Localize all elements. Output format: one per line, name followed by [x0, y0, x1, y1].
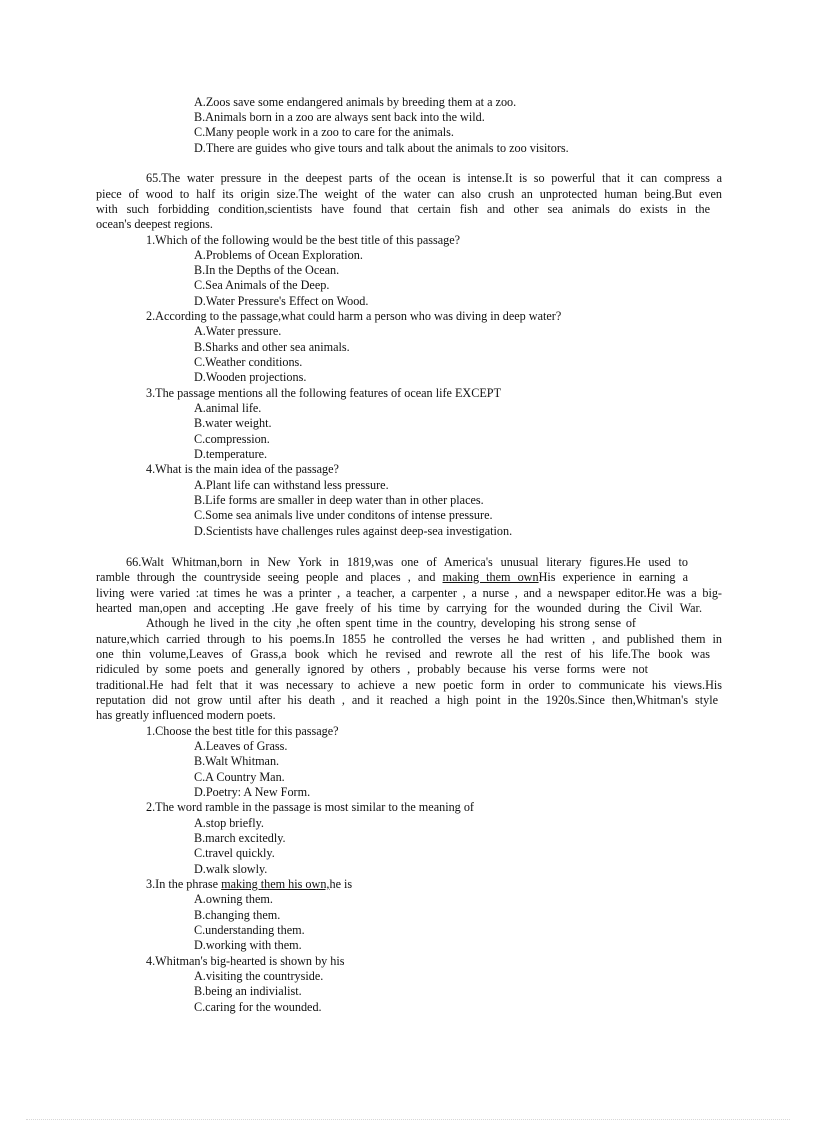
q66-1-option-d: D.Poetry: A New Form.: [194, 785, 311, 799]
q66-2-option-b: B.march excitedly.: [194, 831, 286, 845]
q65-4-option-c: C.Some sea animals live under conditons of intense pressure.: [194, 508, 493, 522]
q66-1-stem: 1.Choose the best title for this passage?: [146, 724, 339, 738]
q65-3-option-c: C.compression.: [194, 432, 270, 446]
q65-3-option-a: A.animal life.: [194, 401, 262, 415]
q66-4-option-b: B.being an indivialist.: [194, 984, 302, 998]
q64-option-c: C.Many people work in a zoo to care for the animals.: [194, 125, 454, 139]
q66-2-option-c: C.travel quickly.: [194, 846, 275, 860]
q65-2-option-a: A.Water pressure.: [194, 324, 282, 338]
q66-1-option-a: A.Leaves of Grass.: [194, 739, 288, 753]
q65-1-option-c: C.Sea Animals of the Deep.: [194, 278, 330, 292]
passage-66-line: traditional.He had felt that it was necessary to achieve a new poetic form in order to communicate his views.His: [96, 678, 722, 692]
q66-3-option-d: D.working with them.: [194, 938, 302, 952]
passage-65-line: ocean's deepest regions.: [96, 217, 213, 231]
q64-option-d: D.There are guides who give tours and talk about the animals to zoo visitors.: [194, 141, 569, 155]
passage-66-line: Athough he lived in the city ,he often spent time in the country, developing his strong sense of: [146, 616, 636, 630]
q66-3-option-c: C.understanding them.: [194, 923, 305, 937]
q64-option-b: B.Animals born in a zoo are always sent back into the wild.: [194, 110, 485, 124]
q65-1-stem: 1.Which of the following would be the best title of this passage?: [146, 233, 461, 247]
passage-66-line: has greatly influenced modern poets.: [96, 708, 276, 722]
q66-2-option-d: D.walk slowly.: [194, 862, 268, 876]
page-bottom-divider: [26, 1119, 790, 1120]
q65-3-option-d: D.temperature.: [194, 447, 268, 461]
underlined-phrase: making them his own,: [221, 877, 330, 891]
passage-66-line: 66.Walt Whitman,born in New York in 1819,was one of America's unusual literary figures.He used to: [126, 555, 688, 569]
q65-2-option-c: C.Weather conditions.: [194, 355, 303, 369]
q65-2-option-d: D.Wooden projections.: [194, 370, 307, 384]
q66-3-stem: 3.In the phrase making them his own,he is: [146, 877, 353, 891]
passage-66-line: living were varied :at times he was a printer , a teacher, a carpenter , a nurse , and a newspaper editor.He was a big-: [96, 586, 722, 600]
q65-1-option-b: B.In the Depths of the Ocean.: [194, 263, 340, 277]
q66-3-option-a: A.owning them.: [194, 892, 273, 906]
passage-66-line: ridiculed by some poets and generally ignored by others , probably because his verse forms were not: [96, 662, 648, 676]
q64-option-a: A.Zoos save some endangered animals by breeding them at a zoo.: [194, 95, 517, 109]
q65-4-option-b: B.Life forms are smaller in deep water than in other places.: [194, 493, 484, 507]
q65-4-stem: 4.What is the main idea of the passage?: [146, 462, 339, 476]
q66-1-option-c: C.A Country Man.: [194, 770, 285, 784]
underlined-phrase: making them own: [442, 570, 539, 584]
passage-66-line: nature,which carried through to his poems.In 1855 he controlled the verses he had written , and published them in: [96, 632, 722, 646]
q65-1-option-a: A.Problems of Ocean Exploration.: [194, 248, 363, 262]
passage-66-line: hearted man,open and accepting .He gave freely of his time by carrying for the wounded during the Civil War.: [96, 601, 702, 615]
passage-65-line: piece of wood to half its origin size.The weight of the water can also crush an unprotected human being.But even: [96, 187, 722, 201]
q65-4-option-a: A.Plant life can withstand less pressure.: [194, 478, 389, 492]
q66-2-stem: 2.The word ramble in the passage is most similar to the meaning of: [146, 800, 474, 814]
q66-4-option-c: C.caring for the wounded.: [194, 1000, 322, 1014]
q66-2-option-a: A.stop briefly.: [194, 816, 264, 830]
passage-65-line: with such forbidding condition,scientists have found that certain fish and other sea animals do exists in the: [96, 202, 710, 216]
q66-1-option-b: B.Walt Whitman.: [194, 754, 280, 768]
passage-66-line: reputation did not grow until after his death , and it reached a high point in the 1920s.Since then,Whitman's style: [96, 693, 718, 707]
q65-4-option-d: D.Scientists have challenges rules against deep-sea investigation.: [194, 524, 513, 538]
q66-3-option-b: B.changing them.: [194, 908, 281, 922]
passage-65-line: 65.The water pressure in the deepest parts of the ocean is intense.It is so powerful that it can compress a: [146, 171, 722, 185]
q65-3-stem: 3.The passage mentions all the following features of ocean life EXCEPT: [146, 386, 502, 400]
q65-2-stem: 2.According to the passage,what could harm a person who was diving in deep water?: [146, 309, 562, 323]
passage-66-line: one thin volume,Leaves of Grass,a book which he revised and rewrote all the rest of his life.The book was: [96, 647, 710, 661]
q65-3-option-b: B.water weight.: [194, 416, 272, 430]
passage-66-line: ramble through the countryside seeing people and places , and making them ownHis experience in earning a: [96, 570, 688, 584]
q66-4-stem: 4.Whitman's big-hearted is shown by his: [146, 954, 345, 968]
q66-4-option-a: A.visiting the countryside.: [194, 969, 324, 983]
q65-1-option-d: D.Water Pressure's Effect on Wood.: [194, 294, 369, 308]
q65-2-option-b: B.Sharks and other sea animals.: [194, 340, 350, 354]
